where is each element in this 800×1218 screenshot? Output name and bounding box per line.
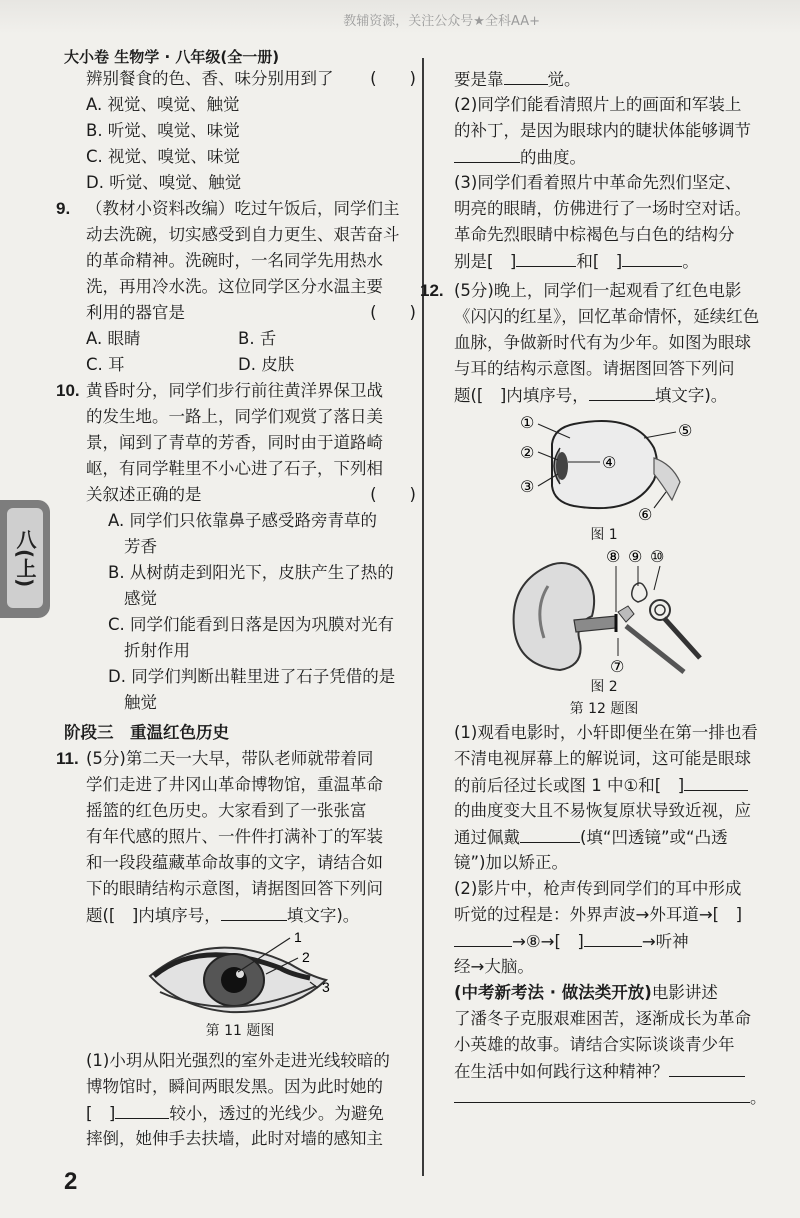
q11-part3-blank-2[interactable] bbox=[622, 248, 682, 267]
q12-part3-tag: (中考新考法 · 做法类开放) bbox=[454, 983, 652, 1002]
q12-part1-line-2: 不清电视屏幕上的解说词，这可能是眼球 bbox=[454, 749, 751, 768]
q10-option-b-cont: 感觉 bbox=[124, 589, 157, 608]
q9-option-c: C. 耳 bbox=[86, 355, 125, 374]
q9-option-d: D. 皮肤 bbox=[238, 355, 295, 374]
q10-option-a: A. 同学们只依靠鼻子感受路旁青草的 bbox=[108, 511, 377, 530]
q10-answer-bracket[interactable]: ( ) bbox=[370, 485, 416, 504]
q12-part3-blank-1[interactable] bbox=[669, 1058, 745, 1077]
side-tab bbox=[0, 500, 50, 618]
q12-instruction-blank bbox=[589, 382, 655, 401]
q11-fig-label-1: 1 bbox=[294, 929, 302, 945]
q12-part2-line-3: →⑧→[ ] →听神 bbox=[438, 928, 770, 954]
q12-part2-blank-1[interactable] bbox=[454, 928, 512, 947]
q12-part3-line-2: 了潘冬子克服艰难困苦，逐渐成长为革命 bbox=[454, 1009, 751, 1028]
q12-part1-blank-2[interactable] bbox=[520, 824, 580, 843]
eye-fig-label-1: ① bbox=[520, 413, 535, 432]
q9-options-cd bbox=[64, 352, 416, 378]
q11-line-3: 摇篮的红色历史。大家看到了一张张富 bbox=[86, 801, 367, 820]
q9-line-3: 的革命精神。洗碗时，一名同学先用热水 bbox=[86, 251, 383, 270]
q10-option-a-cont: 芳香 bbox=[124, 537, 157, 556]
q12-line-1: 12. (5分)晚上，同学们一起观看了红色电影 bbox=[438, 278, 770, 304]
side-tab-label: 八(上) bbox=[7, 508, 43, 608]
q12-line-4: 与耳的结构示意图。请据图回答下列问 bbox=[454, 359, 735, 378]
q10-line-1: 10. 黄昏时分，同学们步行前往黄洋界保卫战 bbox=[64, 378, 416, 404]
q12-part2-line-2: 听觉的过程是：外界声波→外耳道→[ ] bbox=[454, 905, 743, 924]
fig2-caption: 图 2 bbox=[590, 679, 618, 695]
q12-figure-caption: 第 12 题图 bbox=[569, 701, 639, 717]
q11-part1-sense-blank[interactable] bbox=[504, 66, 548, 85]
q9-line-4: 洗，再用冷水洗。这位同学区分水温主要 bbox=[86, 277, 383, 296]
left-column bbox=[56, 66, 416, 1152]
q12-part1-line-4: 的曲度变大且不易恢复原状导致近视，应 bbox=[454, 801, 751, 820]
q10-line-2: 的发生地。一路上，同学们观赏了落日美 bbox=[86, 407, 383, 426]
q11-line-4: 有年代感的照片、一件件打满补丁的军装 bbox=[86, 827, 383, 846]
q11-cont-line-1: 要是靠 觉。 bbox=[438, 66, 770, 92]
q9-option-a: A. 眼睛 bbox=[86, 329, 141, 348]
q11-line-2: 学们走进了井冈山革命博物馆，重温革命 bbox=[86, 775, 383, 794]
q12-part2-blank-2[interactable] bbox=[584, 928, 642, 947]
q11-part3-line-2: 明亮的眼睛，仿佛进行了一场时空对话。 bbox=[454, 199, 751, 218]
q12-number: 12. bbox=[420, 281, 444, 300]
eye-fig-label-3: ③ bbox=[520, 477, 535, 496]
q11-line-5: 和一段段蕴藏革命故事的文字，请结合如 bbox=[86, 853, 383, 872]
top-banner bbox=[0, 0, 800, 34]
right-column bbox=[420, 66, 770, 1110]
eye-fig-label-4: ④ bbox=[602, 453, 617, 472]
q10-line-5: 关叙述正确的是 ( ) bbox=[64, 482, 416, 508]
q8-option-d: D. 听觉、嗅觉、触觉 bbox=[86, 173, 242, 192]
ear-fig-label-9: ⑨ bbox=[628, 547, 643, 566]
q11-figure-caption: 第 11 题图 bbox=[205, 1023, 275, 1039]
q9-answer-bracket[interactable]: ( ) bbox=[370, 303, 416, 322]
q11-part3-line-1: (3)同学们看着照片中革命先烈们坚定、 bbox=[454, 173, 742, 192]
q11-line-1: 11. (5分)第二天一大早，带队老师就带着同 bbox=[64, 746, 416, 772]
q8-answer-bracket[interactable]: ( ) bbox=[370, 69, 416, 88]
q10-option-d: D. 同学们判断出鞋里进了石子凭借的是 bbox=[108, 667, 396, 686]
q11-part1-blank[interactable] bbox=[115, 1100, 169, 1119]
q12-part1-line-5: 通过佩戴 (填“凹透镜”或“凸透 bbox=[438, 824, 770, 850]
q10-option-d-cont: 触觉 bbox=[124, 693, 157, 712]
eye-fig-label-6: ⑥ bbox=[638, 505, 653, 524]
q12-part3-line-5: 。 bbox=[438, 1084, 770, 1110]
eye-fig-label-5: ⑤ bbox=[678, 421, 693, 440]
q8-stem: 辨别餐食的色、香、味分别用到了 ( ) bbox=[64, 66, 416, 92]
q11-part1-line-2: 博物馆时，瞬间两眼发黑。因为此时她的 bbox=[86, 1077, 383, 1096]
q11-part2-line-3: 的曲度。 bbox=[438, 144, 770, 170]
q12-part3-line-3: 小英雄的故事。请结合实际谈谈青少年 bbox=[454, 1035, 735, 1054]
q11-part1-line-4: 摔倒，她伸手去扶墙，此时对墙的感知主 bbox=[86, 1129, 383, 1148]
q10-line-4: 岖，有同学鞋里不小心进了石子，下列相 bbox=[86, 459, 383, 478]
q11-instruction-blank bbox=[221, 902, 287, 921]
q11-part3-line-4: 别是[ ] 和[ ] 。 bbox=[438, 248, 770, 274]
q12-ear-figure bbox=[504, 546, 704, 676]
eye-fig-label-2: ② bbox=[520, 443, 535, 462]
q9-line-2: 动去洗碗，切实感受到自力更生、艰苦奋斗 bbox=[86, 225, 400, 244]
q9-options-ab bbox=[64, 326, 416, 352]
q11-part1-line-1: (1)小玥从阳光强烈的室外走进光线较暗的 bbox=[86, 1051, 390, 1070]
q12-part3-line-4: 在生活中如何践行这种精神？ bbox=[438, 1058, 770, 1084]
book-title: 大小卷 生物学 · 八年级(全一册) bbox=[64, 48, 280, 66]
q11-part1-line-3: [ ] 较小，透过的光线少。为避免 bbox=[64, 1100, 416, 1126]
q10-option-c-cont: 折射作用 bbox=[124, 641, 190, 660]
q11-part2-blank[interactable] bbox=[454, 144, 520, 163]
q10-line-3: 景，闻到了青草的芳香，同时由于道路崎 bbox=[86, 433, 383, 452]
q11-part2-line-1: (2)同学们能看清照片上的画面和军装上 bbox=[454, 95, 742, 114]
q11-part1-bracket[interactable]: [ ] bbox=[86, 1104, 116, 1123]
q12-part1-line-1: (1)观看电影时，小轩即便坐在第一排也看 bbox=[454, 723, 758, 742]
banner-text: 教辅资源，关注公众号★全科AA+ bbox=[343, 14, 540, 29]
q11-line-7: 题([ ]内填序号， 填文字)。 bbox=[64, 902, 416, 928]
q11-part3-line-3: 革命先烈眼睛中棕褐色与白色的结构分 bbox=[454, 225, 735, 244]
q12-part3-line-1: (中考新考法 · 做法类开放)电影讲述 bbox=[454, 983, 718, 1002]
q10-option-c: C. 同学们能看到日落是因为巩膜对光有 bbox=[108, 615, 395, 634]
q12-eyeball-figure bbox=[504, 408, 704, 524]
q12-part2-line-4: 经→大脑。 bbox=[454, 957, 534, 976]
q8-option-b: B. 听觉、嗅觉、味觉 bbox=[86, 121, 240, 140]
ear-fig-label-8: ⑧ bbox=[606, 547, 621, 566]
q12-part3-blank-2[interactable] bbox=[454, 1084, 750, 1103]
q11-part2-line-2: 的补丁，是因为眼球内的睫状体能够调节 bbox=[454, 121, 751, 140]
q9-number: 9. bbox=[56, 199, 71, 218]
column-divider bbox=[422, 58, 424, 1176]
q11-eye-figure bbox=[140, 928, 340, 1020]
section-heading: 阶段三 重温红色历史 bbox=[64, 723, 229, 742]
ear-fig-label-10: ⑩ bbox=[650, 547, 665, 566]
q11-fig-label-3: 3 bbox=[322, 979, 330, 995]
q11-fig-label-2: 2 bbox=[302, 949, 310, 965]
q10-option-b: B. 从树荫走到阳光下，皮肤产生了热的 bbox=[108, 563, 394, 582]
q12-line-5: 题([ ]内填序号， 填文字)。 bbox=[438, 382, 770, 408]
ear-fig-label-7: ⑦ bbox=[610, 657, 625, 676]
q12-line-2: 《闪闪的红星》，回忆革命情怀，延续红色 bbox=[454, 307, 760, 326]
q11-line-6: 下的眼睛结构示意图，请据图回答下列问 bbox=[86, 879, 383, 898]
q9-line-1: 9. （教材小资料改编）吃过午饭后，同学们主 bbox=[64, 196, 416, 222]
q12-part1-blank-1[interactable] bbox=[684, 772, 748, 791]
q9-option-b: B. 舌 bbox=[238, 329, 277, 348]
q8-option-a: A. 视觉、嗅觉、触觉 bbox=[86, 95, 240, 114]
q12-part2-line-1: (2)影片中，枪声传到同学们的耳中形成 bbox=[454, 879, 742, 898]
q11-part3-blank-1[interactable] bbox=[516, 248, 576, 267]
q8-option-c: C. 视觉、嗅觉、味觉 bbox=[86, 147, 241, 166]
fig1-caption: 图 1 bbox=[590, 527, 618, 543]
page-number: 2 bbox=[64, 1168, 78, 1195]
q12-part1-line-6: 镜”)加以矫正。 bbox=[454, 853, 568, 872]
q9-line-5: 利用的器官是 ( ) bbox=[64, 300, 416, 326]
q10-number: 10. bbox=[56, 381, 80, 400]
q12-line-3: 血脉，争做新时代有为少年。如图为眼球 bbox=[454, 333, 751, 352]
q11-number: 11. bbox=[56, 749, 79, 768]
q12-part1-line-3: 的前后径过长或图 1 中①和[ ] bbox=[438, 772, 770, 798]
